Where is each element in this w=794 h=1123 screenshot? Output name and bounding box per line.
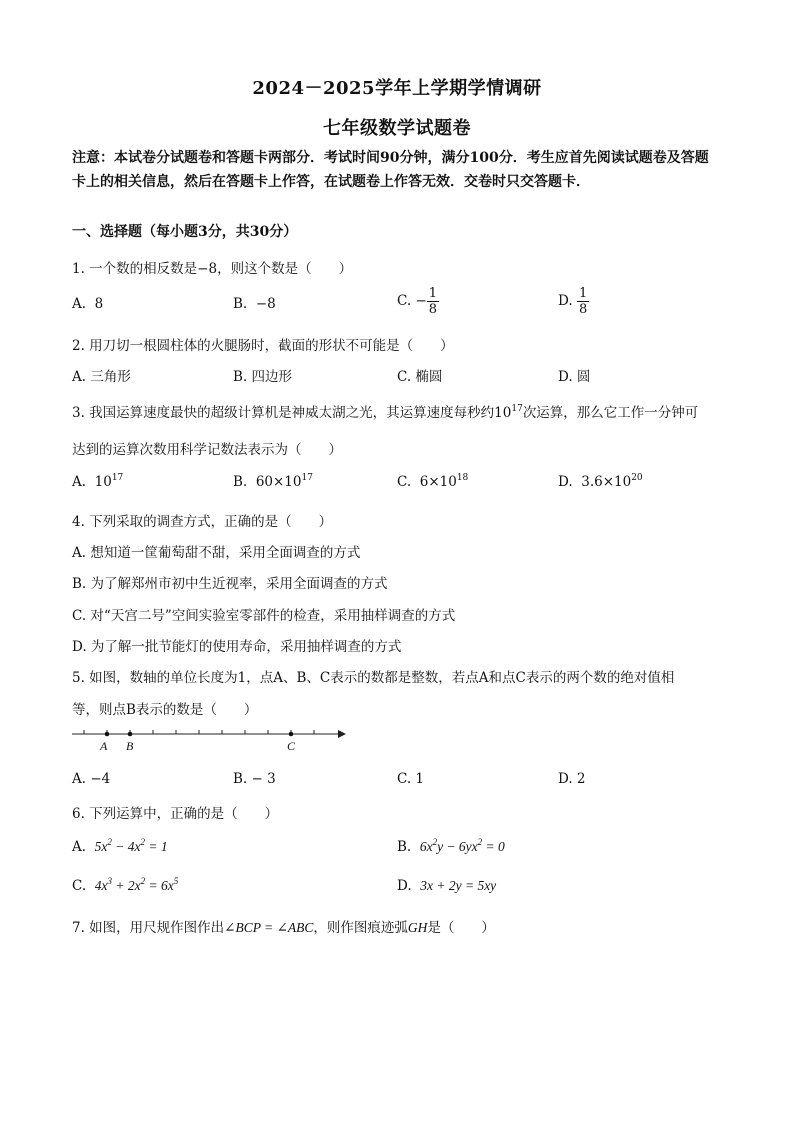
option-label: C.	[72, 878, 87, 894]
question-3-option-b	[233, 474, 313, 490]
question-1-stem-post: ，则这个数是（ ）	[217, 261, 353, 277]
fraction	[427, 286, 439, 317]
question-5-stem-line2: 等，则点B表示的数是（ ）	[72, 702, 258, 718]
option-expression: $6x^2y - 6yx^2 = 0$	[419, 837, 505, 854]
power-base: 60×10	[255, 474, 302, 490]
question-3-option-a	[72, 474, 123, 490]
power-exponent: 17	[111, 473, 124, 483]
option-expression: $5x^2 - 4x^2 = 1$	[94, 837, 168, 854]
question-5-option-d: D. 2	[558, 771, 586, 787]
question-1-stem-pre: 1. 一个数的相反数是	[72, 261, 198, 277]
exam-title: 2024－2025学年上学期学情调研	[252, 78, 542, 99]
point-c-dot	[289, 732, 294, 737]
power-exponent: 17	[301, 473, 313, 483]
question-1-stem-value: −8	[197, 261, 218, 277]
question-6-option-b	[397, 839, 505, 855]
option-label: D.	[558, 474, 573, 490]
power-exponent: 17	[511, 404, 523, 414]
stem-text: 3. 我国运算速度最快的超级计算机是神威太湖之光，其运算速度每秒约	[72, 405, 495, 421]
point-b-dot	[128, 732, 133, 737]
question-5-option-b: B. − 3	[233, 771, 276, 787]
point-a-label: A	[100, 739, 108, 753]
question-1-option-b	[233, 296, 276, 312]
exam-subtitle: 七年级数学试题卷	[323, 118, 471, 139]
point-b-label: B	[126, 739, 134, 753]
question-4-stem: 4. 下列采取的调查方式，正确的是（ ）	[72, 514, 333, 530]
question-3-stem-line1	[72, 401, 698, 421]
section-heading-choice: 一、选择题（每小题3分，共30分）	[72, 224, 298, 240]
question-1	[72, 257, 352, 277]
option-label: A.	[72, 296, 87, 312]
question-2-option-d: D. 圆	[558, 369, 591, 385]
option-label: A.	[72, 474, 87, 490]
fraction	[577, 286, 589, 317]
number-line-ticks	[84, 730, 314, 734]
power-base: 10	[94, 474, 112, 490]
point-a-dot	[105, 732, 110, 737]
question-6-option-d	[397, 878, 496, 894]
option-label: D.	[558, 293, 573, 309]
option-label: B.	[397, 839, 412, 855]
question-2-option-b: B. 四边形	[233, 369, 293, 385]
option-value: 8	[94, 296, 104, 312]
stem-text: 7. 如图，用尺规作图作出	[72, 920, 225, 936]
question-1-option-c	[397, 286, 439, 317]
point-c-label: C	[287, 739, 296, 753]
option-expression: 3x + 2y = 5xy	[420, 878, 497, 893]
fraction-numerator: 1	[428, 286, 438, 301]
question-2-option-c: C. 椭圆	[397, 369, 443, 385]
option-sign: −	[415, 293, 427, 309]
option-label: C.	[397, 293, 412, 309]
stem-text: 是（ ）	[427, 920, 495, 936]
question-4-option-d: D. 为了解一批节能灯的使用寿命，采用抽样调查的方式	[72, 639, 402, 655]
power-exponent: 20	[631, 473, 643, 483]
fraction-denominator: 8	[428, 302, 438, 317]
question-2-option-a: A. 三角形	[72, 369, 131, 385]
number-line-figure	[68, 722, 348, 754]
question-6-option-c	[72, 878, 178, 894]
option-value: −8	[255, 296, 276, 312]
fraction-denominator: 8	[578, 302, 588, 317]
question-5-stem-line1: 5. 如图，数轴的单位长度为1，点A、B、C表示的数都是整数，若点A和点C表示的两个数的绝对值相	[72, 670, 675, 686]
question-4-option-c: C. 对“天宫二号”空间实验室零部件的检查，采用抽样调查的方式	[72, 608, 456, 624]
power-base: 10	[494, 405, 512, 421]
question-3-option-c	[397, 474, 468, 490]
question-7-stem	[72, 916, 495, 936]
option-label: D.	[397, 878, 412, 894]
question-4-option-b: B. 为了解郑州市初中生近视率，采用全面调查的方式	[72, 576, 388, 592]
question-4-option-a: A. 想知道一筐葡萄甜不甜，采用全面调查的方式	[72, 545, 361, 561]
option-expression: $4x^3 + 2x^2 = 6x^5$	[94, 876, 179, 893]
question-3-option-d	[558, 474, 643, 490]
question-6-option-a	[72, 839, 168, 855]
question-1-option-a	[72, 296, 103, 312]
question-5-option-a: A. −4	[72, 771, 111, 787]
option-label: B.	[233, 474, 248, 490]
question-1-option-d	[558, 286, 589, 317]
number-line-arrow-icon	[338, 730, 346, 738]
question-5-option-c: C. 1	[397, 771, 425, 787]
option-label: B.	[233, 296, 248, 312]
stem-math: GH	[407, 920, 428, 935]
stem-text: 次运算，那么它工作一分钟可	[522, 405, 699, 421]
question-6-stem: 6. 下列运算中，正确的是（ ）	[72, 806, 279, 822]
power-base: 6×10	[419, 474, 457, 490]
exam-notice: 注意：本试卷分试题卷和答题卡两部分．考试时间90分钟，满分100分．考生应首先阅读试题卷及答题卡上的相关信息，然后在答题卡上作答，在试题卷上作答无效．交卷时只交答题卡．	[72, 150, 709, 190]
stem-math: ∠BCP = ∠ABC	[224, 920, 314, 935]
question-3-stem-line2: 达到的运算次数用科学记数法表示为（ ）	[72, 442, 342, 458]
option-label: A.	[72, 839, 87, 855]
question-2-stem: 2. 用刀切一根圆柱体的火腿肠时，截面的形状不可能是（ ）	[72, 338, 454, 354]
fraction-numerator: 1	[578, 286, 588, 301]
power-exponent: 18	[456, 473, 469, 483]
stem-text: ，则作图痕迹弧	[313, 920, 408, 936]
power-base: 3.6×10	[581, 474, 632, 490]
option-label: C.	[397, 474, 412, 490]
